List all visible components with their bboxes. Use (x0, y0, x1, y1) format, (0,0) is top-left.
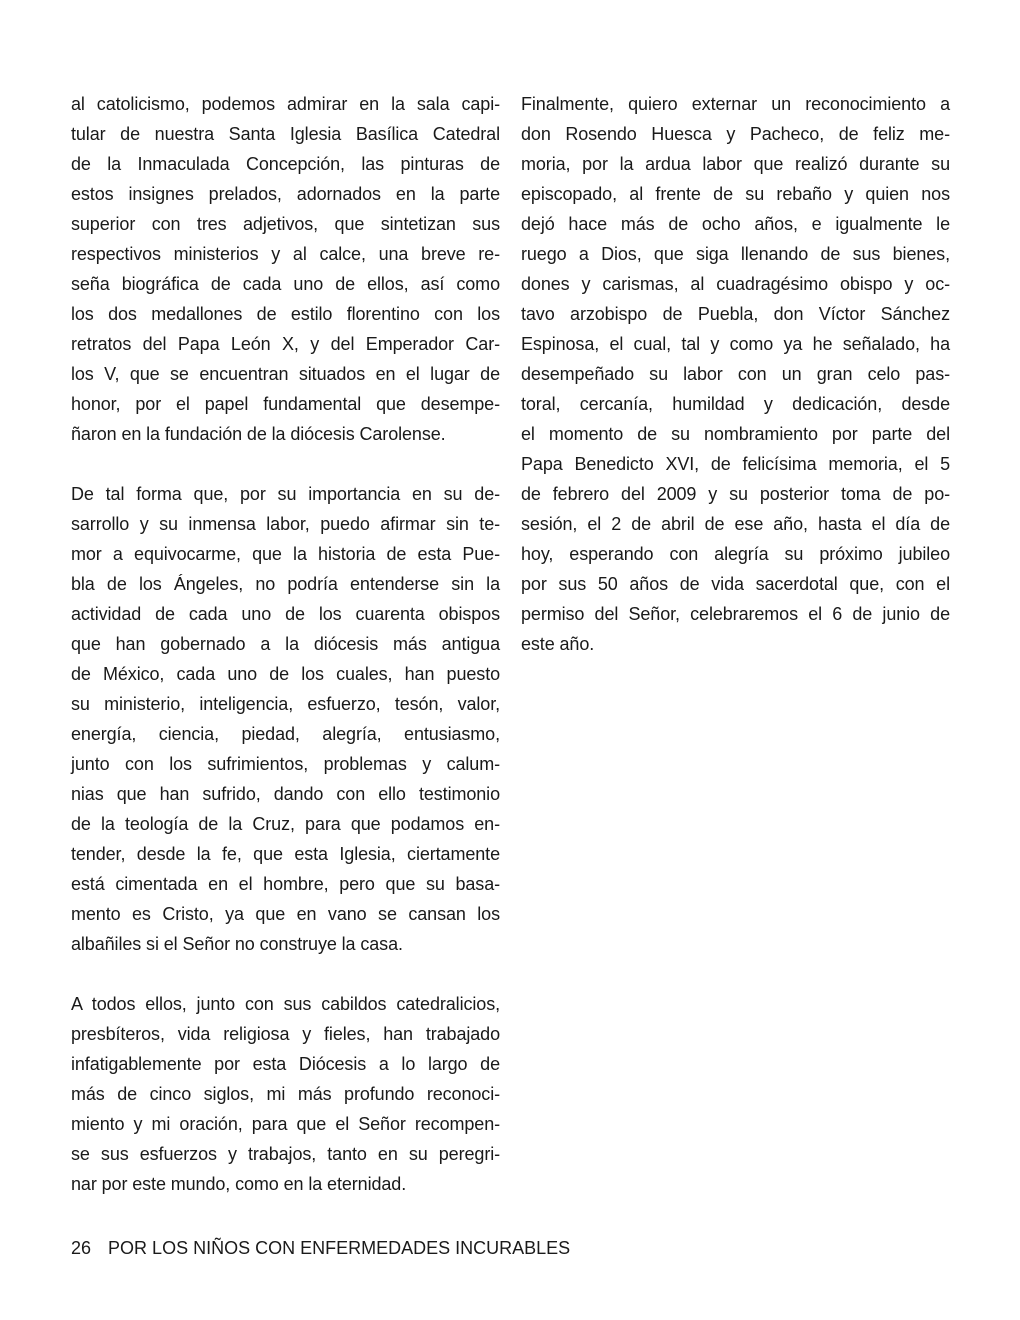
text-line: de la teología de la Cruz, para que podamos en- (71, 814, 500, 834)
page-number: 26 (71, 1238, 92, 1258)
text-line: toral, cercanía, humildad y dedicación, desde (521, 394, 950, 414)
text-line: por sus 50 años de vida sacerdotal que, con el (521, 574, 950, 594)
text-line: Espinosa, el cual, tal y como ya he señalado, ha (521, 334, 950, 354)
text-line: los dos medallones de estilo florentino con los (71, 304, 500, 324)
text-line: seña biográfica de cada uno de ellos, así como (71, 274, 500, 294)
text-line: hoy, esperando con alegría su próximo jubileo (521, 544, 950, 564)
text-line: este año. (521, 634, 595, 654)
text-line: tular de nuestra Santa Iglesia Basílica Catedral (71, 124, 500, 144)
text-line: A todos ellos, junto con sus cabildos catedralicios, (71, 994, 500, 1014)
text-line: está cimentada en el hombre, pero que su basa- (71, 874, 500, 894)
text-line: mento es Cristo, ya que en vano se cansan los (71, 904, 500, 924)
paragraph (71, 989, 500, 1199)
text-line: se sus esfuerzos y trabajos, tanto en su peregri- (71, 1144, 500, 1164)
text-line: bla de los Ángeles, no podría entenderse sin la (71, 574, 500, 594)
text-line: miento y mi oración, para que el Señor recompen- (71, 1114, 500, 1134)
text-line: mor a equivocarme, que la historia de esta Pue- (71, 544, 500, 564)
text-line: superior con tres adjetivos, que sintetizan sus (71, 214, 500, 234)
text-line: su ministerio, inteligencia, esfuerzo, tesón, valor, (71, 694, 500, 714)
text-line: ñaron en la fundación de la diócesis Carolense. (71, 424, 446, 444)
text-line: Finalmente, quiero externar un reconocimiento a (521, 94, 950, 114)
text-line: Papa Benedicto XVI, de felicísima memoria, el 5 (521, 454, 950, 474)
text-line: dones y carismas, al cuadragésimo obispo y oc- (521, 274, 950, 294)
text-line: De tal forma que, por su importancia en su de- (71, 484, 500, 504)
text-line: nias que han sufrido, dando con ello testimonio (71, 784, 500, 804)
text-line: ruego a Dios, que siga llenando de sus bienes, (521, 244, 950, 264)
text-line: el momento de su nombramiento por parte del (521, 424, 950, 444)
text-line: los V, que se encuentran situados en el lugar de (71, 364, 500, 384)
text-line: albañiles si el Señor no construye la casa. (71, 934, 403, 954)
right-column (521, 89, 950, 689)
running-title: POR LOS NIÑOS CON ENFERMEDADES INCURABLES (108, 1238, 571, 1258)
text-line: energía, ciencia, piedad, alegría, entusiasmo, (71, 724, 500, 744)
text-line: de México, cada uno de los cuales, han puesto (71, 664, 500, 684)
text-line: junto con los sufrimientos, problemas y calum- (71, 754, 500, 774)
paragraph (71, 479, 500, 959)
text-line: tender, desde la fe, que esta Iglesia, ciertamente (71, 844, 500, 864)
text-line: permiso del Señor, celebraremos el 6 de junio de (521, 604, 950, 624)
text-line: tavo arzobispo de Puebla, don Víctor Sánchez (521, 304, 950, 324)
text-line: sarrollo y su inmensa labor, puedo afirmar sin te- (71, 514, 500, 534)
text-line: dejó hace más de ocho años, e igualmente le (521, 214, 950, 234)
text-line: estos insignes prelados, adornados en la parte (71, 184, 500, 204)
text-line: don Rosendo Huesca y Pacheco, de feliz me- (521, 124, 950, 144)
text-line: presbíteros, vida religiosa y fieles, han trabajado (71, 1024, 500, 1044)
text-line: actividad de cada uno de los cuarenta obispos (71, 604, 500, 624)
text-line: que han gobernado a la diócesis más antigua (71, 634, 500, 654)
text-line: retratos del Papa León X, y del Emperador Car- (71, 334, 500, 354)
text-line: episcopado, al frente de su rebaño y quien nos (521, 184, 950, 204)
text-line: más de cinco siglos, mi más profundo reconoci- (71, 1084, 500, 1104)
text-line: desempeñado su labor con un gran celo pas- (521, 364, 950, 384)
text-line: de la Inmaculada Concepción, las pinturas de (71, 154, 500, 174)
text-line: respectivos ministerios y al calce, una breve re- (71, 244, 500, 264)
paragraph (521, 89, 950, 659)
page-footer (71, 1236, 570, 1260)
text-line: infatigablemente por esta Diócesis a lo largo de (71, 1054, 500, 1074)
paragraph (71, 89, 500, 449)
text-line: honor, por el papel fundamental que desempe- (71, 394, 500, 414)
text-line: sesión, el 2 de abril de ese año, hasta el día de (521, 514, 950, 534)
text-line: nar por este mundo, como en la eternidad. (71, 1174, 407, 1194)
text-line: moria, por la ardua labor que realizó durante su (521, 154, 950, 174)
text-line: al catolicismo, podemos admirar en la sala capi- (71, 94, 500, 114)
left-column (71, 89, 500, 1229)
text-line: de febrero del 2009 y su posterior toma de po- (521, 484, 950, 504)
